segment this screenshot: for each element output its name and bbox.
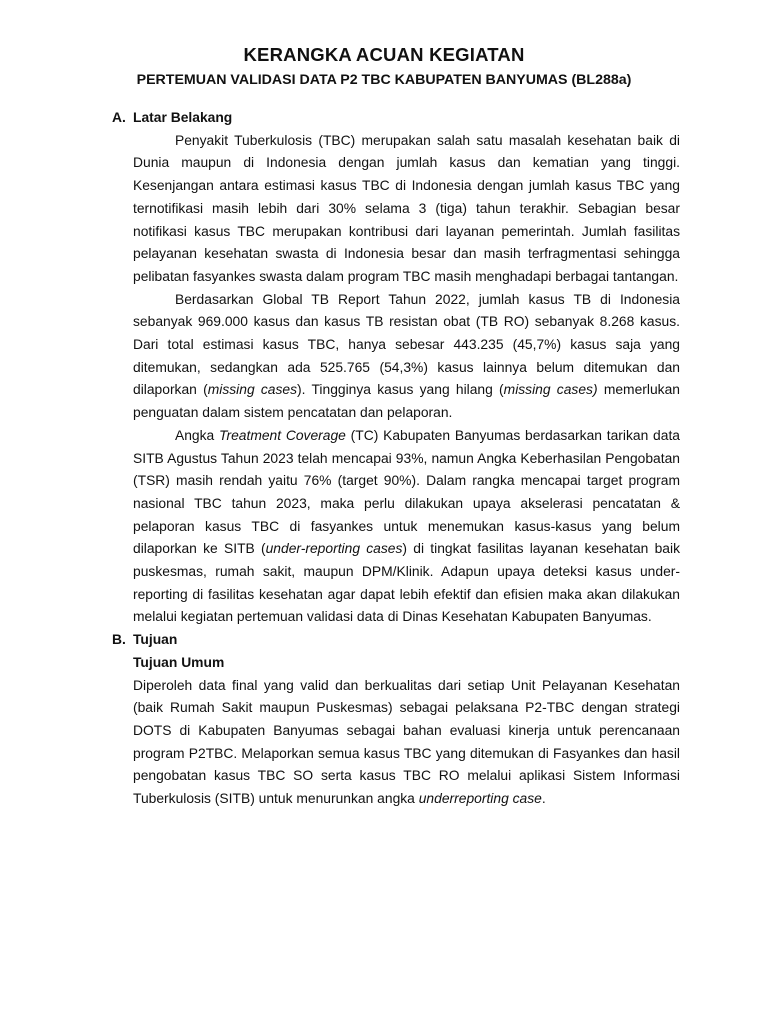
section-b-letter: B.: [112, 631, 126, 648]
section-a-letter: A.: [112, 109, 126, 125]
text-run: .: [541, 790, 546, 807]
text-run: Berdasarkan Global TB Report Tahun 2022, jumlah kasus TB di Indonesia sebanyak 969.000 kasus dan kasus TB resistan obat (TB RO) sebanyak 8.268 kasus. Dari total estimasi kasus TBC, hanya sebesar 443.235 (45,7%) kasus saja yang ditemukan, sedangkan ada 525.765 (54,3%) kasus lainnya belum ditemukan dan dilaporkan (: [133, 290, 680, 398]
paragraph-tujuan-umum: [133, 674, 680, 810]
document-title: KERANGKA ACUAN KEGIATAN: [243, 44, 525, 65]
section-a-heading: [112, 106, 680, 129]
italic-term: Treatment Coverage: [219, 426, 346, 443]
italic-term: underreporting case: [418, 790, 542, 807]
section-a-title: Latar Belakang: [133, 109, 233, 125]
section-b-heading: [112, 628, 680, 651]
paragraph-latar-belakang-2: [133, 288, 680, 424]
text-run: ) di tingkat fasilitas layanan kesehatan baik puskesmas, rumah sakit, maupun DPM/Klinik. Adapun upaya deteksi kasus under-reporting di fasilitas kesehatan agar dapat lebih efektif dan efisien maka akan dilakukan melalui kegiatan pertemuan validasi data di Dinas Kesehatan Kabupaten Banyumas.: [133, 540, 680, 625]
section-a-content: [133, 129, 680, 628]
subheading-tujuan-umum: Tujuan Umum: [133, 653, 225, 670]
document-subtitle: PERTEMUAN VALIDASI DATA P2 TBC KABUPATEN BANYUMAS (BL288a): [136, 72, 632, 88]
section-b-title: Tujuan: [133, 631, 178, 648]
italic-term: under-reporting cases: [265, 540, 403, 557]
paragraph-latar-belakang-3: [133, 424, 680, 628]
italic-term: missing cases): [503, 381, 598, 398]
text-run: (TC) Kabupaten Banyumas berdasarkan tarikan data SITB Agustus Tahun 2023 telah mencapai 93%, namun Angka Keberhasilan Pengobatan (TSR) masih rendah yaitu 76% (target 90%). Dalam rangka mencapai target program nasional TBC tahun 2023, maka perlu dilakukan upaya akselerasi pencatatan & pelaporan kasus TBC di fasyankes untuk menemukan kasus-kasus yang belum dilaporkan ke SITB (: [133, 426, 680, 557]
italic-term: missing cases: [207, 381, 298, 398]
text-run: ). Tingginya kasus yang hilang (: [297, 381, 504, 398]
section-b-content: [133, 651, 680, 810]
text-run: Diperoleh data final yang valid dan berkualitas dari setiap Unit Pelayanan Kesehatan (baik Rumah Sakit maupun Puskesmas) sebagai pelaksana P2-TBC dengan strategi DOTS di Kabupaten Banyumas sebagai bahan evaluasi kinerja untuk perencanaan program P2TBC. Melaporkan semua kasus TBC yang ditemukan di Fasyankes dan hasil pengobatan kasus TBC SO serta kasus TBC RO melalui aplikasi Sistem Informasi Tuberkulosis (SITB) untuk menurunkan angka: [133, 676, 680, 807]
paragraph-latar-belakang-1: Penyakit Tuberkulosis (TBC) merupakan salah satu masalah kesehatan baik di Dunia maupun di Indonesia dengan jumlah kasus dan kematian yang tinggi. Kesenjangan antara estimasi kasus TBC di Indonesia dengan jumlah kasus TBC yang ternotifikasi masih lebih dari 30% selama 3 (tiga) tahun terakhir. Sebagian besar notifikasi kasus TBC merupakan kontribusi dari layanan pemerintah. Jumlah fasilitas pelayanan kesehatan swasta di Indonesia besar dan masih terfragmentasi sehingga pelibatan fasyankes swasta dalam program TBC masih menghadapi berbagai tantangan.: [133, 131, 680, 284]
document-body: [112, 106, 680, 810]
text-run: Angka: [175, 426, 220, 443]
text-run: memerlukan penguatan dalam sistem pencatatan dan pelaporan.: [133, 381, 680, 421]
